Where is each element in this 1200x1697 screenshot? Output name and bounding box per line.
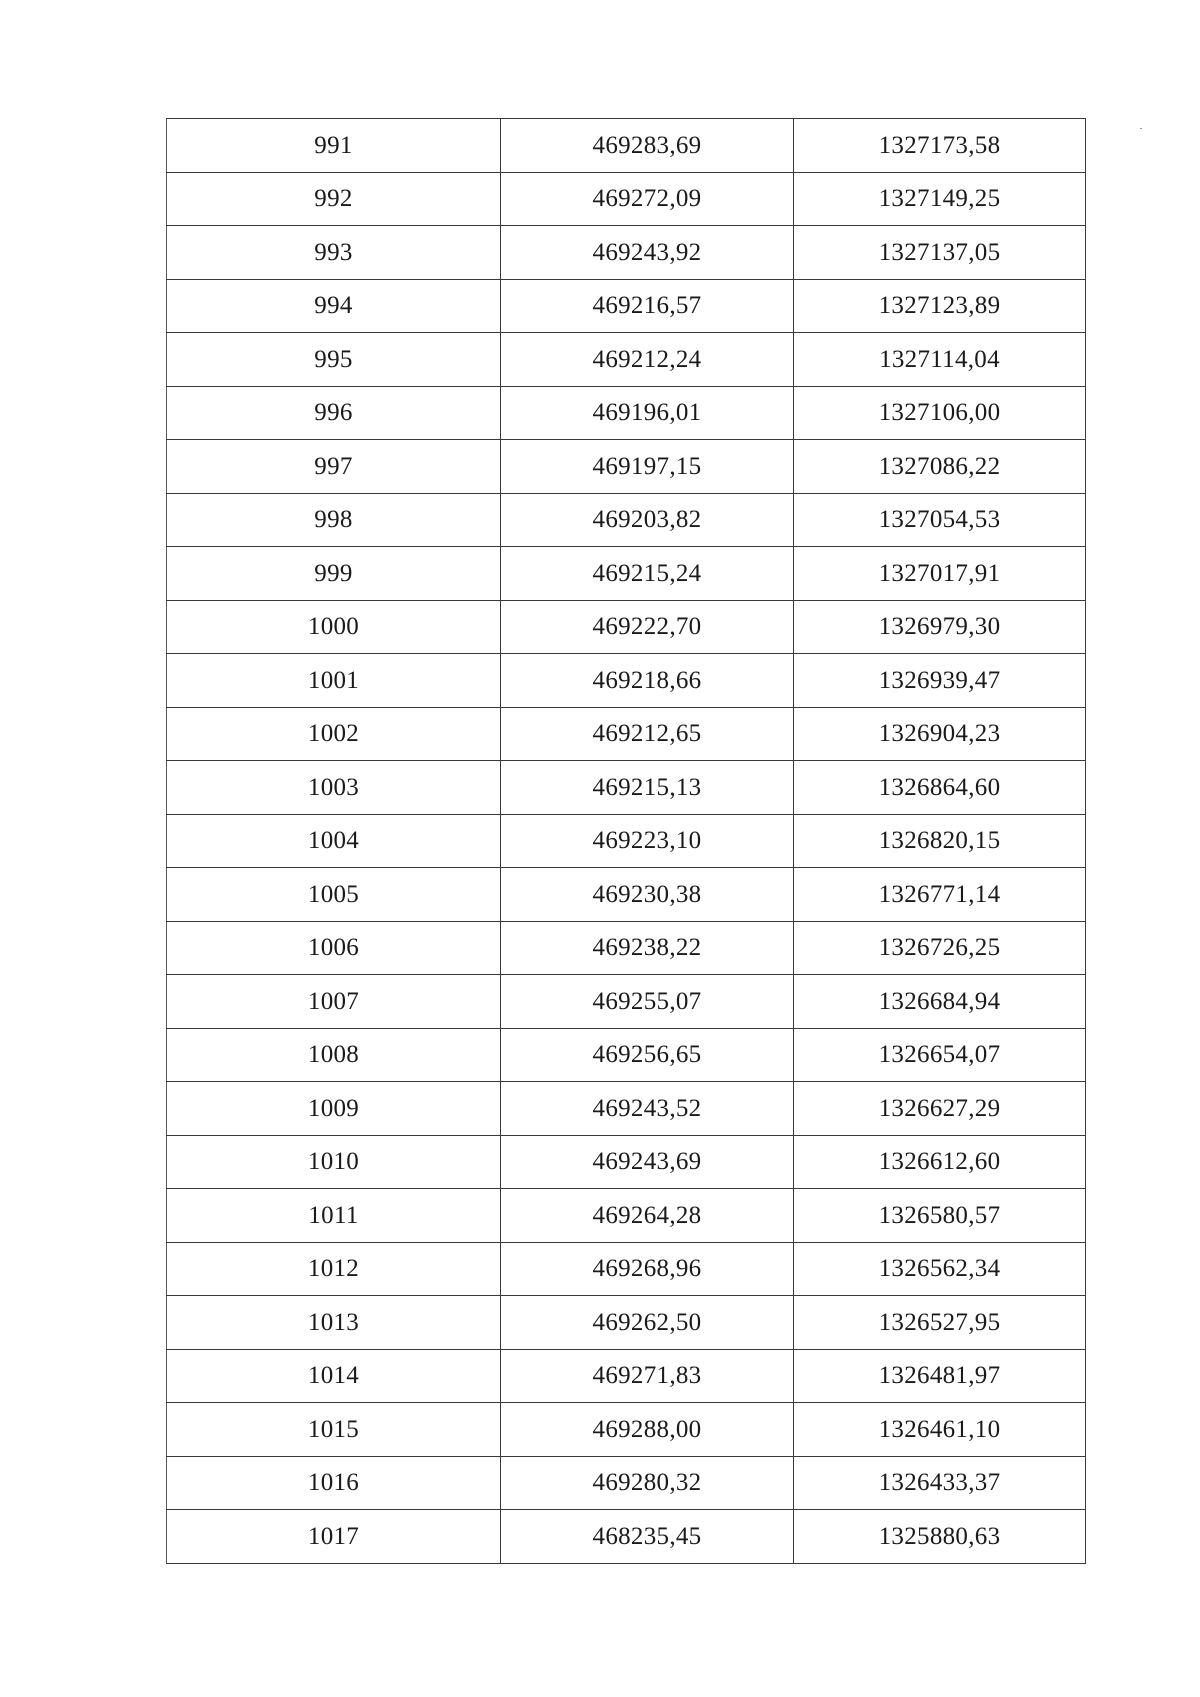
x-coordinate-cell: 469268,96 xyxy=(501,1242,794,1296)
table-row xyxy=(167,1349,1086,1403)
y-coordinate-cell: 1326904,23 xyxy=(794,707,1086,761)
x-coordinate-cell: 469288,00 xyxy=(501,1403,794,1457)
point-number-cell: 999 xyxy=(167,547,501,601)
x-coordinate-cell: 469243,69 xyxy=(501,1135,794,1189)
point-number-cell: 1005 xyxy=(167,868,501,922)
y-coordinate-cell: 1326481,97 xyxy=(794,1349,1086,1403)
table-row xyxy=(167,600,1086,654)
point-number-cell: 994 xyxy=(167,279,501,333)
y-coordinate-cell: 1326979,30 xyxy=(794,600,1086,654)
y-coordinate-cell: 1326433,37 xyxy=(794,1456,1086,1510)
x-coordinate-cell: 468235,45 xyxy=(501,1510,794,1564)
y-coordinate-cell: 1326461,10 xyxy=(794,1403,1086,1457)
point-number-cell: 991 xyxy=(167,119,501,173)
table-row xyxy=(167,921,1086,975)
table-row xyxy=(167,386,1086,440)
point-number-cell: 993 xyxy=(167,226,501,280)
table-row xyxy=(167,1082,1086,1136)
point-number-cell: 1007 xyxy=(167,975,501,1029)
y-coordinate-cell: 1326627,29 xyxy=(794,1082,1086,1136)
scan-speck xyxy=(1140,128,1142,129)
table-row xyxy=(167,440,1086,494)
table-row xyxy=(167,761,1086,815)
x-coordinate-cell: 469218,66 xyxy=(501,654,794,708)
x-coordinate-cell: 469283,69 xyxy=(501,119,794,173)
y-coordinate-cell: 1326612,60 xyxy=(794,1135,1086,1189)
y-coordinate-cell: 1327114,04 xyxy=(794,333,1086,387)
y-coordinate-cell: 1327017,91 xyxy=(794,547,1086,601)
y-coordinate-cell: 1326820,15 xyxy=(794,814,1086,868)
x-coordinate-cell: 469256,65 xyxy=(501,1028,794,1082)
point-number-cell: 1003 xyxy=(167,761,501,815)
table-row xyxy=(167,119,1086,173)
table-row xyxy=(167,975,1086,1029)
x-coordinate-cell: 469271,83 xyxy=(501,1349,794,1403)
point-number-cell: 1014 xyxy=(167,1349,501,1403)
point-number-cell: 996 xyxy=(167,386,501,440)
point-number-cell: 1017 xyxy=(167,1510,501,1564)
point-number-cell: 1006 xyxy=(167,921,501,975)
y-coordinate-cell: 1326771,14 xyxy=(794,868,1086,922)
point-number-cell: 1008 xyxy=(167,1028,501,1082)
x-coordinate-cell: 469197,15 xyxy=(501,440,794,494)
y-coordinate-cell: 1326726,25 xyxy=(794,921,1086,975)
y-coordinate-cell: 1326864,60 xyxy=(794,761,1086,815)
table-row xyxy=(167,1189,1086,1243)
point-number-cell: 1013 xyxy=(167,1296,501,1350)
point-number-cell: 992 xyxy=(167,172,501,226)
y-coordinate-cell: 1327137,05 xyxy=(794,226,1086,280)
point-number-cell: 1011 xyxy=(167,1189,501,1243)
x-coordinate-cell: 469262,50 xyxy=(501,1296,794,1350)
x-coordinate-cell: 469280,32 xyxy=(501,1456,794,1510)
table-row xyxy=(167,1028,1086,1082)
y-coordinate-cell: 1327086,22 xyxy=(794,440,1086,494)
point-number-cell: 1015 xyxy=(167,1403,501,1457)
x-coordinate-cell: 469230,38 xyxy=(501,868,794,922)
point-number-cell: 1002 xyxy=(167,707,501,761)
x-coordinate-cell: 469215,13 xyxy=(501,761,794,815)
table-row xyxy=(167,1242,1086,1296)
y-coordinate-cell: 1326684,94 xyxy=(794,975,1086,1029)
table-row xyxy=(167,1510,1086,1564)
table-row xyxy=(167,1456,1086,1510)
y-coordinate-cell: 1326527,95 xyxy=(794,1296,1086,1350)
y-coordinate-cell: 1325880,63 xyxy=(794,1510,1086,1564)
x-coordinate-cell: 469238,22 xyxy=(501,921,794,975)
point-number-cell: 1012 xyxy=(167,1242,501,1296)
x-coordinate-cell: 469203,82 xyxy=(501,493,794,547)
y-coordinate-cell: 1327054,53 xyxy=(794,493,1086,547)
point-number-cell: 1001 xyxy=(167,654,501,708)
table-row xyxy=(167,1296,1086,1350)
x-coordinate-cell: 469222,70 xyxy=(501,600,794,654)
point-number-cell: 998 xyxy=(167,493,501,547)
y-coordinate-cell: 1327106,00 xyxy=(794,386,1086,440)
point-number-cell: 997 xyxy=(167,440,501,494)
table-row xyxy=(167,1403,1086,1457)
y-coordinate-cell: 1326562,34 xyxy=(794,1242,1086,1296)
point-number-cell: 1010 xyxy=(167,1135,501,1189)
point-number-cell: 995 xyxy=(167,333,501,387)
table-row xyxy=(167,814,1086,868)
point-number-cell: 1009 xyxy=(167,1082,501,1136)
y-coordinate-cell: 1326654,07 xyxy=(794,1028,1086,1082)
x-coordinate-cell: 469212,24 xyxy=(501,333,794,387)
x-coordinate-cell: 469223,10 xyxy=(501,814,794,868)
x-coordinate-cell: 469243,92 xyxy=(501,226,794,280)
table-row xyxy=(167,493,1086,547)
x-coordinate-cell: 469212,65 xyxy=(501,707,794,761)
x-coordinate-cell: 469216,57 xyxy=(501,279,794,333)
table-row xyxy=(167,226,1086,280)
y-coordinate-cell: 1326939,47 xyxy=(794,654,1086,708)
y-coordinate-cell: 1327173,58 xyxy=(794,119,1086,173)
x-coordinate-cell: 469243,52 xyxy=(501,1082,794,1136)
x-coordinate-cell: 469215,24 xyxy=(501,547,794,601)
table-row xyxy=(167,333,1086,387)
y-coordinate-cell: 1327149,25 xyxy=(794,172,1086,226)
x-coordinate-cell: 469196,01 xyxy=(501,386,794,440)
x-coordinate-cell: 469264,28 xyxy=(501,1189,794,1243)
coordinates-table-body xyxy=(167,119,1086,1564)
point-number-cell: 1000 xyxy=(167,600,501,654)
coordinates-table xyxy=(166,118,1086,1564)
x-coordinate-cell: 469272,09 xyxy=(501,172,794,226)
table-row xyxy=(167,172,1086,226)
y-coordinate-cell: 1327123,89 xyxy=(794,279,1086,333)
y-coordinate-cell: 1326580,57 xyxy=(794,1189,1086,1243)
table-row xyxy=(167,868,1086,922)
table-row xyxy=(167,707,1086,761)
point-number-cell: 1016 xyxy=(167,1456,501,1510)
table-row xyxy=(167,654,1086,708)
x-coordinate-cell: 469255,07 xyxy=(501,975,794,1029)
table-row xyxy=(167,279,1086,333)
table-row xyxy=(167,1135,1086,1189)
table-row xyxy=(167,547,1086,601)
point-number-cell: 1004 xyxy=(167,814,501,868)
